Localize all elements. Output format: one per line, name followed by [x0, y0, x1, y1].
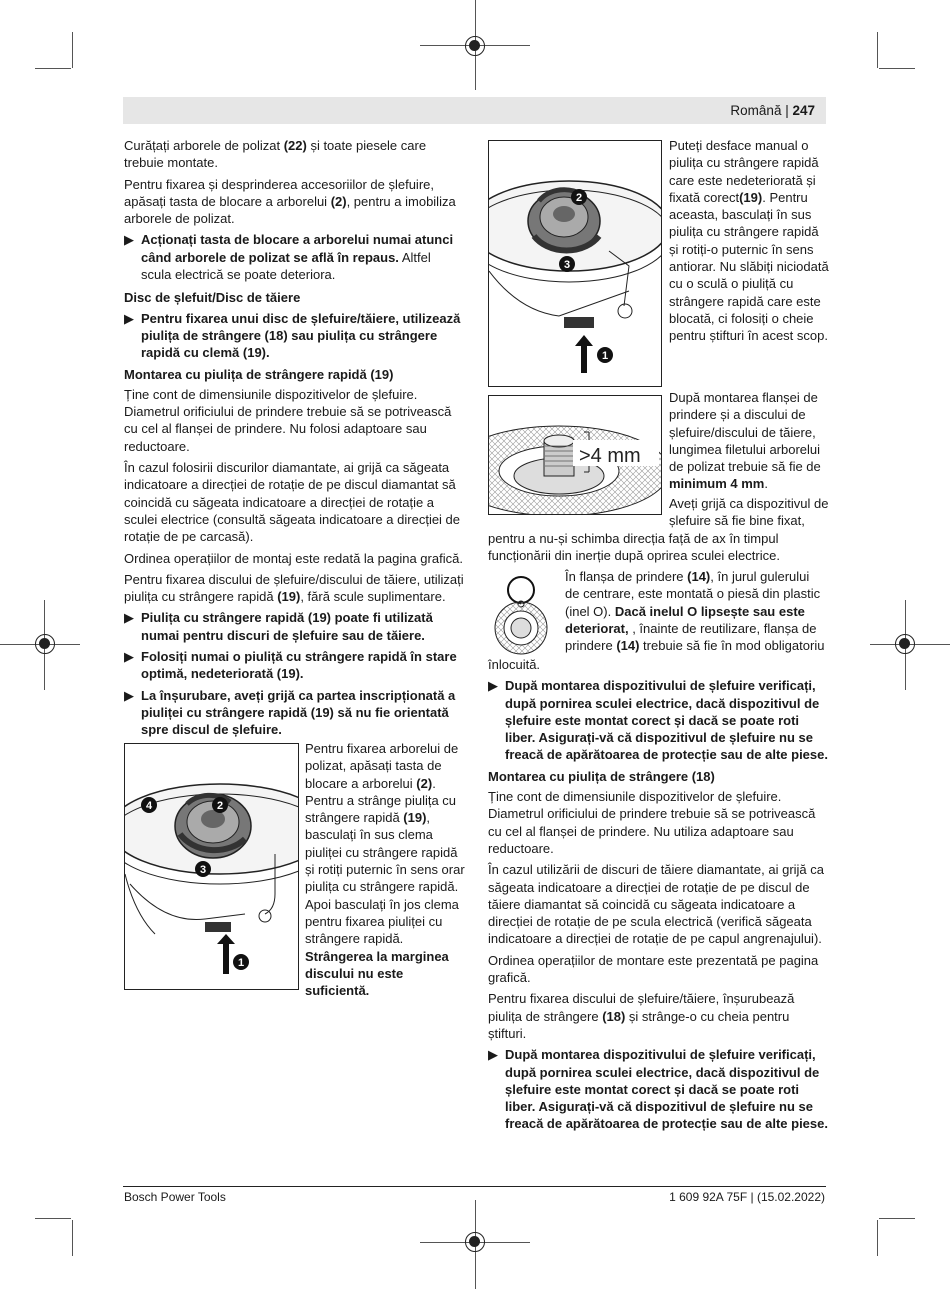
footer-rule — [123, 1186, 826, 1187]
registration-mark-icon — [465, 36, 485, 56]
footer-doc-id: 1 609 92A 75F | (15.02.2022) — [669, 1190, 825, 1204]
figure-caption: După montarea flanșei de prindere și a discului de șlefuire/discului de tăiere, lungimea filetului arborelui de polizat trebuie să fie de minimum 4 mm. Aveți grijă ca dispozitivul de șlefuire să fie bine fixat, — [669, 390, 829, 529]
bullet-arrow-icon: ▶ — [124, 687, 134, 703]
registration-mark-icon — [35, 634, 55, 654]
paragraph: Curățați arborele de polizat (22) și toate piesele care trebuie montate. — [124, 138, 427, 171]
callout-label: 1 — [601, 350, 609, 362]
crop-mark — [877, 1220, 878, 1256]
page-header-band — [123, 97, 826, 124]
quick-nut-tighten-figure — [124, 743, 299, 990]
warning-bullet: ▶ Pentru fixarea unui disc de șlefuire/tăiere, utilizează piulița de strângere (18) sau piulița cu strângere rapidă cu clemă (19). — [124, 310, 461, 361]
page-header: Română | 247 — [730, 103, 815, 118]
crop-mark — [35, 1218, 71, 1219]
paragraph: Pentru fixarea discului de șlefuire/discului de tăiere, utilizați piulița cu strângere rapidă (19), fără scule suplimentare. — [124, 571, 464, 605]
registration-mark-icon — [895, 634, 915, 654]
figure-caption: Puteți desface manual o piulița cu strângere rapidă care este nedeteriorată și fixată corect(19). Pentru aceasta, basculați în sus piulița cu strângere rapidă și rotiți-o puternic în sens antiorar. Nu slăbiți niciodată cu o sculă o piuliță cu strângere rapidă care este blocată, ci folosiți o cheie pentru știfturi în acest scop. — [669, 138, 829, 344]
section-heading: Disc de șlefuit/Disc de tăiere — [124, 290, 301, 306]
thread-length-label: >4 mm — [579, 445, 641, 467]
crop-mark — [879, 68, 915, 69]
crop-mark — [877, 32, 878, 68]
registration-mark-icon — [465, 1232, 485, 1252]
right-column — [488, 656, 828, 1137]
paragraph: pentru a nu-și schimba direcția față de ax în timpul funcționării din inerție după oprirea sculei electrice. — [488, 531, 780, 564]
paragraph: Ordinea operațiilor de montare este prezentată pe pagina grafică. — [488, 952, 819, 986]
crop-mark — [72, 32, 73, 68]
bullet-arrow-icon: ▶ — [124, 232, 134, 248]
section-heading: Montarea cu piulița de strângere (18) — [488, 768, 715, 784]
crop-mark — [72, 1220, 73, 1256]
warning-bullet: ▶ După montarea dispozitivului de șlefuire verificați, după pornirea sculei electrice, dacă dispozitivul de șlefuire este montat corect și dacă se poate roti liber. Asigurați-vă că dispozitivul de șlefuire nu se freacă de apărătoarea de protecție sau de alte piese. — [488, 1047, 828, 1132]
header-language: Română — [730, 103, 782, 118]
figure-caption: În flanșa de prindere (14), în jurul gulerului de centrare, este montată o piesă din plastic (inel O). Dacă inelul O lipsește sau este deteriorat, , înainte de reutilizare, flanșa de prindere (14) trebuie să fie în mod obligatoriu — [565, 569, 825, 654]
paragraph: Pentru fixarea discului de șlefuire/tăiere, înșurubează piulița de strângere (18) și strânge-o cu cheia pentru știfturi. — [488, 991, 795, 1041]
warning-bullet: ▶ Piulița cu strângere rapidă (19) poate fi utilizată numai pentru discuri de șlefuire sau de tăiere. — [124, 610, 433, 643]
warning-bullet: ▶ La înșurubare, aveți grijă ca partea inscripționată a piuliței cu strângere rapidă (19) să nu fie orientată spre discul de șlefuire. — [124, 687, 456, 738]
warning-bullet: ▶ Acționați tasta de blocare a arborelui numai atunci când arborele de polizat se află în repaus. Altfel scula electrică se poate deteriora. — [124, 232, 454, 283]
paragraph: Ține cont de dimensiunile dispozitivelor de șlefuire. Diametrul orificiului de prindere trebuie să se potrivească cu cel al flanșei de prindere. Nu utiliza adaptoare sau reductoare. — [488, 789, 816, 856]
paragraph: În cazul folosirii discurilor diamantate, ai grijă ca săgeata indicatoare a direcției de rotație de pe discul diamantat să coincidă cu săgeata indicatoare a direcției de rotație a sculei electrice (consultă săgeata indicatoare a direcției de rotație de pe carcasă). — [124, 460, 461, 545]
section-heading: Montarea cu piulița de strângere rapidă (19) — [124, 366, 394, 382]
callout-label: 2 — [575, 192, 583, 204]
crop-mark — [35, 68, 71, 69]
callout-label: 3 — [199, 864, 207, 876]
paragraph: Pentru fixarea și desprinderea accesoriilor de șlefuire, apăsați tasta de blocare a arborelui (2), pentru a imobiliza arborele de polizat. — [124, 176, 456, 227]
bullet-arrow-icon: ▶ — [488, 1047, 498, 1063]
quick-nut-loosen-figure — [488, 140, 662, 387]
figure-caption: Pentru fixarea arborelui de polizat, apăsați tasta de blocare a arborelui (2). Pentru a strânge piulița cu strângere rapidă (19), basculați în sus clema piuliței cu strângere rapidă și rotiți puternic în sens orar piulița cu strângere rapidă. Apoi basculați în jos clema pentru fixarea piuliței cu strângere rapidă. Strângerea la marginea discului nu este suficientă. — [305, 741, 465, 999]
page-number: 247 — [792, 103, 815, 118]
warning-bullet: ▶ Folosiți numai o piuliță cu strângere rapidă în stare optimă, nedeteriorată (19). — [124, 649, 457, 682]
bullet-arrow-icon: ▶ — [124, 310, 134, 326]
callout-label: 3 — [563, 259, 571, 271]
bullet-arrow-icon: ▶ — [124, 649, 134, 665]
crop-mark — [879, 1218, 915, 1219]
paragraph: Ordinea operațiilor de montaj este redată la pagina grafică. — [124, 550, 463, 566]
bullet-arrow-icon: ▶ — [488, 678, 498, 694]
callout-label: 1 — [237, 957, 245, 969]
paragraph: Ține cont de dimensiunile dispozitivelor de șlefuire. Diametrul orificiului de prindere trebuie să se potrivească cu cel al flanșei de prindere. Nu folosi adaptoare sau reductoare. — [124, 386, 452, 454]
thread-length-figure — [488, 395, 662, 515]
o-ring-flange-figure — [489, 570, 554, 655]
warning-bullet: ▶ După montarea dispozitivului de șlefuire verificați, după pornirea sculei electrice, dacă dispozitivul de șlefuire este montat corect și dacă se poate roti liber. Asigurați-vă că dispozitivul de șlefuire nu se freacă de apărătoarea de protecție sau de alte piese. — [488, 678, 828, 763]
callout-label: 2 — [216, 800, 224, 812]
paragraph: În cazul utilizării de discuri de tăiere diamantate, ai grijă ca săgeata indicatoare a direcției de rotație de pe discul de tăiere diamantat să coincidă cu săgeata indicatoare a direcției de rotație de pe scula electrică (verifică săgeata indicatoare a direcției de rotație de pe capul angrenajului). — [488, 862, 825, 947]
paragraph: înlocuită. — [488, 657, 541, 672]
callout-label: 4 — [145, 800, 153, 812]
left-column — [124, 137, 464, 743]
bullet-arrow-icon: ▶ — [124, 610, 134, 626]
footer-brand: Bosch Power Tools — [124, 1190, 226, 1204]
